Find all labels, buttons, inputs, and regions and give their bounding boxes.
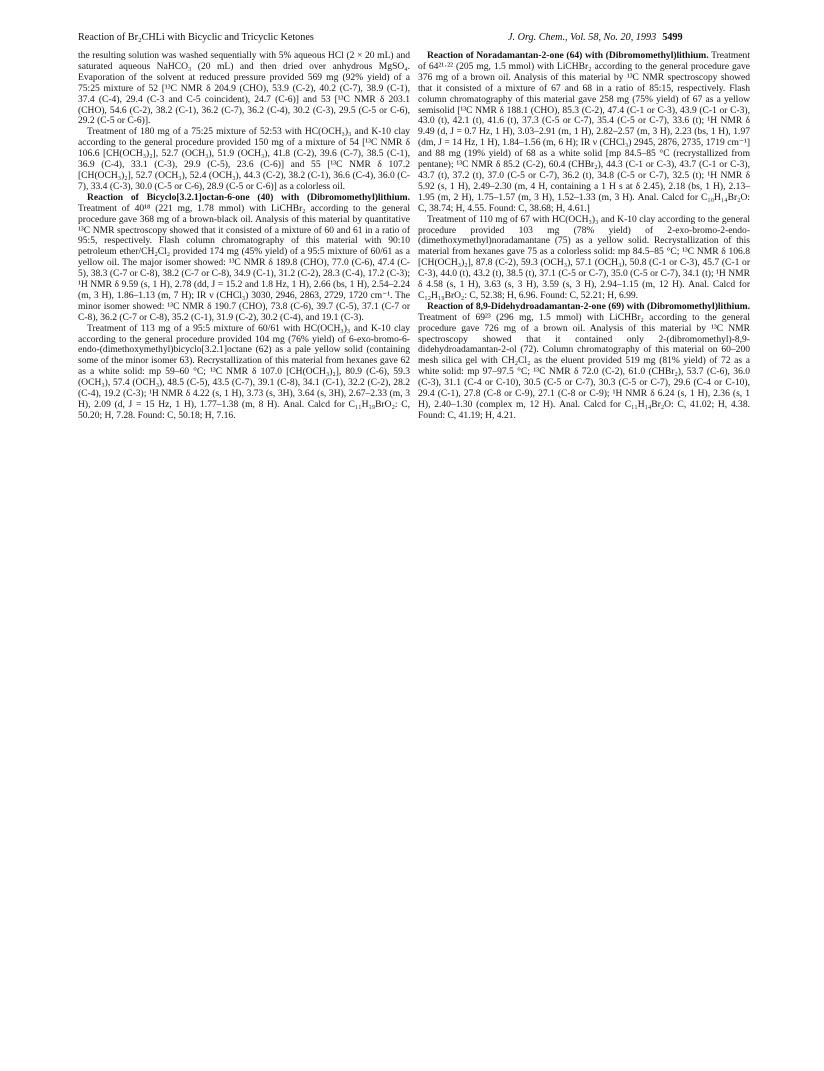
section-heading: Reaction of Noradamantan-2-one (64) with (Dibromomethyl)lithium. — [427, 50, 709, 61]
running-header — [0, 0, 824, 52]
paragraph-text: the resulting solution was washed sequentially with 5% aqueous HCl (2 × 20 mL) and saturated aqueous NaHCO₃ (20 mL) and then dried over anhydrous MgSO₄. Evaporation of the solvent at reduced pressure provided 569 mg (92% yield) of a 75:25 mixture of 52 [¹³C NMR δ 204.9 (CHO), 53.9 (C-2), 40.2 (C-7), 38.9 (C-1), 37.4 (C-4), 29.4 (C-3 and C-5 coincident), 24.7 (C-6)] and 53 [¹³C NMR δ 203.1 (CHO), 54.6 (C-2), 38.2 (C-1), 36.2 (C-7), 36.2 (C-4), 30.2 (C-3), 29.5 (C-5 or C-6), 29.2 (C-5 or C-6)]. — [78, 50, 410, 127]
section-heading: Reaction of Bicyclo[3.2.1]octan-6-one (40) with (Dibromomethyl)lithium. — [87, 191, 410, 203]
paragraph — [418, 51, 750, 215]
paragraph — [78, 127, 410, 192]
journal-reference: J. Org. Chem., Vol. 58, No. 20, 1993 — [508, 32, 657, 43]
paragraph-text: Treatment of 69²³ (296 mg, 1.5 mmol) with LiCHBr₂ according to the general procedure gave 726 mg of a brown oil. Analysis of this material by ¹³C NMR spectroscopy showed that it contained only 2-(dibromomethyl)-8,9-didehydroadamantan-2-ol (72). Column chromatography of this material on 60–200 mesh silica gel with CH₂Cl₂ as the eluent provided 519 mg (81% yield) of 72 as a white solid: mp 97–97.5 °C; ¹³C NMR δ 72.0 (C-2), 61.0 (CHBr₂), 53.7 (C-6), 36.0 (C-3), 31.1 (C-4 or C-10), 30.5 (C-5 or C-7), 30.3 (C-5 or C-7), 29.6 (C-4 or C-10), 29.4 (C-1), 27.8 (C-8 or C-9), 27.1 (C-8 or C-9); ¹H NMR δ 6.24 (s, 1 H), 2.36 (s, 1 H), 2.40–1.30 (complex m, 12 H). Anal. Calcd for C₁₁H₁₄Br₂O: C, 41.02; H, 4.38. Found: C, 41.19; H, 4.21. — [418, 311, 750, 421]
paragraph — [78, 193, 410, 324]
paragraph — [418, 302, 750, 422]
paragraph — [78, 51, 410, 127]
paragraph-text: Treatment of 113 mg of a 95:5 mixture of 60/61 with HC(OCH₃)₃ and K-10 clay according to the general procedure provided 104 mg (76% yield) of 6-exo-bromo-6-endo-(dimethoxymethyl)bicyclo[3.2.1]octane (62) as a pale yellow solid (containing some of the minor isomer 63). Recrystallization of this material from hexanes gave 62 as a white solid: mp 59–60 °C; ¹³C NMR δ 107.0 [CH(OCH₃)₂], 80.9 (C-6), 59.3 (OCH₃), 57.4 (OCH₃), 48.5 (C-5), 43.5 (C-7), 39.1 (C-8), 34.1 (C-1), 32.2 (C-2), 28.2 (C-4), 19.2 (C-3); ¹H NMR δ 4.22 (s, 1 H), 3.73 (s, 3H), 3.64 (s, 3H), 2.67–2.33 (m, 3 H), 2.09 (d, J = 15 Hz, 1 H), 1.77–1.38 (m, 8 H). Anal. Calcd for C₁₁H₁₉BrO₂: C, 50.20; H, 7.28. Found: C, 50.18; H, 7.16. — [78, 322, 410, 421]
right-column — [418, 51, 750, 422]
paragraph-text: Treatment of 180 mg of a 75:25 mixture of 52:53 with HC(OCH₃)₃ and K-10 clay according to the general procedure provided 150 mg of a mixture of 54 [¹³C NMR δ 106.6 [CH(OCH₃)₂], 52.7 (OCH₃), 51.9 (OCH₃), 41.8 (C-2), 39.6 (C-7), 38.5 (C-1), 36.9 (C-4), 33.1 (C-3), 29.9 (C-5), 23.6 (C-6)] and 55 [¹³C NMR δ 107.2 [CH(OCH₃)₂], 52.7 (OCH₃), 52.4 (OCH₃), 44.3 (C-2), 38.2 (C-1), 36.6 (C-4), 36.0 (C-7), 33.4 (C-3), 30.0 (C-5 or C-6), 28.9 (C-5 or C-6)] as a colorless oil. — [78, 126, 410, 192]
paragraph — [418, 215, 750, 302]
page-number: 5499 — [662, 32, 683, 43]
journal-citation — [508, 32, 683, 43]
paragraph-text: Treatment of 64²¹·²² (205 mg, 1.5 mmol) with LiCHBr₂ according to the general procedure gave 376 mg of a brown oil. Analysis of this material by ¹³C NMR spectroscopy showed that it consisted of a mixture of 67 and 68 in a ratio of 85:15, respectively. Flash column chromatography of this material gave 258 mg (75% yield) of 67 as a yellow semisolid [¹³C NMR δ 188.1 (CHO), 85.3 (C-2), 47.4 (C-1 or C-3), 43.9 (C-1 or C-3), 43.0 (t), 42.1 (t), 41.6 (t), 37.3 (C-5 or C-7), 35.4 (C-5 or C-7), 33.6 (t); ¹H NMR δ 9.49 (d, J = 0.7 Hz, 1 H), 3.03–2.91 (m, 1 H), 2.82–2.57 (m, 3 H), 2.23 (bs, 1 H), 1.97 (dm, J = 14 Hz, 1 H), 1.84–1.56 (m, 6 H); IR ν (CHCl₃) 2945, 2876, 2735, 1719 cm⁻¹] and 88 mg (19% yield) of 68 as a white solid [mp 84.5–85 °C (recrystallized from pentane); ¹³C NMR δ 85.2 (C-2), 60.4 (CHBr₂), 44.3 (C-1 or C-3), 43.7 (C-1 or C-3), 43.7 (t), 37.2 (t), 37.0 (C-5 or C-7), 36.2 (t), 34.8 (C-5 or C-7), 32.5 (t); ¹H NMR δ 5.92 (s, 1 H), 2.49–2.30 (m, 4 H, containing a 1 H s at δ 2.45), 2.18 (bs, 1 H), 2.13–1.95 (m, 2 H), 1.75–1.57 (m, 3 H), 1.52–1.33 (m, 3 H). Anal. Calcd for C₁₀H₁₄Br₂O: C, 38.74; H, 4.55. Found: C, 38.68; H, 4.61.] — [418, 50, 750, 214]
left-column — [78, 51, 410, 422]
paragraph-text: Treatment of 110 mg of 67 with HC(OCH₃)₃ and K-10 clay according to the general procedure provided 103 mg (78% yield) of 2-exo-bromo-2-endo-(dimethoxymethyl)noradamantane (75) as a yellow solid. Recrystallization of this material from hexanes gave 75 as a colorless solid: mp 84.5–85 °C; ¹³C NMR δ 106.8 [CH(OCH₃)₂], 87.8 (C-2), 59.3 (OCH₃), 57.1 (OCH₃), 50.8 (C-1 or C-3), 45.7 (C-1 or C-3), 44.0 (t), 43.2 (t), 38.5 (t), 37.1 (C-5 or C-7), 35.0 (C-5 or C-7), 34.1 (t); ¹H NMR δ 4.58 (s, 1 H), 3.63 (s, 3 H), 3.59 (s, 3 H), 2.94–1.15 (m, 12 H). Anal. Calcd for C₁₂H₁₉BrO₂: C, 52.38; H, 6.96. Found: C, 52.21; H, 6.99. — [418, 213, 750, 301]
paragraph-text: Treatment of 40¹⁸ (221 mg, 1.78 mmol) with LiCHBr₂ according to the general procedure gave 368 mg of a brown-black oil. Analysis of this material by quantitative ¹³C NMR spectroscopy showed that it consisted of a mixture of 60 and 61 in a ratio of 95:5, respectively. Flash column chromatography of this material with 90:10 petroleum ether/CH₂Cl₂ provided 174 mg (45% yield) of a 95:5 mixture of 60/61 as a yellow oil. The major isomer showed: ¹³C NMR δ 189.8 (CHO), 77.0 (C-6), 47.4 (C-5), 38.3 (C-7 or C-8), 38.2 (C-7 or C-8), 34.9 (C-1), 31.2 (C-2), 28.3 (C-4), 17.2 (C-3); ¹H NMR δ 9.59 (s, 1 H), 2.78 (dd, J = 15.2 and 1.8 Hz, 1 H), 2.66 (bs, 1 H), 2.54–2.24 (m, 3 H), 1.86–1.13 (m, 7 H); IR ν (CHCl₃) 3030, 2946, 2863, 2729, 1720 cm⁻¹. The minor isomer showed: ¹³C NMR δ 190.7 (CHO), 73.8 (C-6), 39.7 (C-5), 37.1 (C-7 or C-8), 36.2 (C-7 or C-8), 35.2 (C-1), 31.9 (C-2), 30.2 (C-4), and 19.1 (C-3). — [78, 202, 410, 323]
running-title: Reaction of Br₂CHLi with Bicyclic and Tricyclic Ketones — [78, 32, 314, 43]
paragraph — [78, 324, 410, 422]
section-heading: Reaction of 8,9-Didehydroadamantan-2-one (69) with (Dibromomethyl)lithium. — [427, 300, 750, 312]
